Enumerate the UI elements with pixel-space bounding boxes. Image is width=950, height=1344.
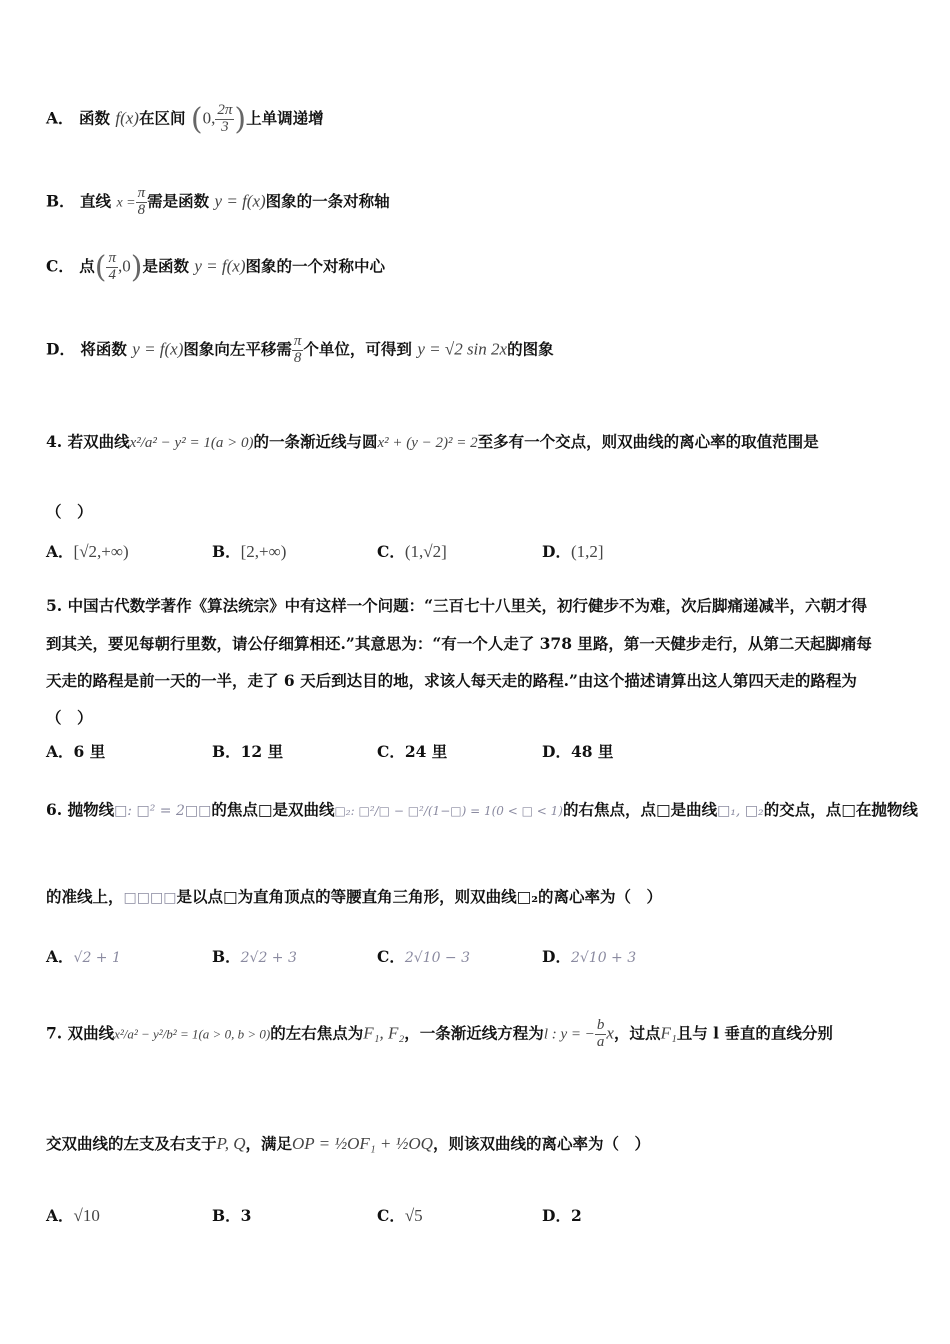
q3-option-a: A． 函数 f(x)在区间 (0, $\frac{2\pi}{3}$ )上单调递增 (46, 102, 324, 137)
q5-line-1: 5. 中国古代数学著作《算法统宗》中有这样一个问题：“三百七十八里关，初行健步不为难，次后脚痛递减半，六朝才得 (46, 596, 867, 615)
q7-option-a: A．√10 (46, 1206, 100, 1225)
math-fraction: $\frac{b}{a}$ (596, 1017, 605, 1050)
math-fraction: $\frac{2\pi}{3}$ (217, 102, 233, 135)
math-fx: f(x) (115, 108, 139, 128)
q6-option-b: B．2√2 + 3 (212, 947, 297, 966)
q7-line-1: 7. 双曲线x²/a² − y²/b² = 1(a > 0, b > 0)的左右焦点为F₁, F₂，一条渐近线方程为l : y = − $\frac{b}{a}$ x，过点F₁且与 l 垂直的直线分别 (46, 1017, 833, 1050)
q7-line-2: 交双曲线的左支及右支于P, Q，满足OP = ½OF₁ + ½OQ，则该双曲线的离心率为（ ） (46, 1134, 650, 1153)
q7-option-d: D．2 (542, 1206, 582, 1225)
math-hyperbola: x²/a² − y²/b² = 1(a > 0, b > 0) (114, 1026, 271, 1042)
math-fraction: $\frac{\pi}{8}$ (293, 333, 302, 366)
q5-line-2: 到其关，要见每朝行里数，请公仔细算相还.”其意思为：“有一个人走了 378 里路，第一天健步走行，从第二天起脚痛每 (46, 634, 872, 653)
q3-option-d: D． 将函数 y = f(x)图象向左平移需 $\frac{\pi}{8}$ 个单位，可得到 y = √2 sin 2x的图象 (46, 333, 554, 366)
q5-option-c: C．24 里 (377, 742, 448, 761)
q6-line-2: 的准线上，□□□□是以点□为直角顶点的等腰直角三角形，则双曲线□₂的离心率为（ ） (46, 887, 663, 906)
q4-paren: （ ） (46, 502, 93, 521)
q6-line-1: 6. 抛物线□: □² = 2□□的焦点□是双曲线□₂: □²/□ − □²/(1−□) = 1(0 < □ < 1)的右焦点，点□是曲线□₁, □₂的交点，点□在抛物线 (46, 800, 918, 819)
q7-option-b: B．3 (212, 1206, 252, 1225)
q6-option-d: D．2√10 + 3 (542, 947, 637, 966)
q3-option-c: C． 点( $\frac{\pi}{4}$ ,0)是函数 y = f(x)图象的一个对称中心 (46, 250, 386, 285)
math-fraction: $\frac{\pi}{4}$ (108, 250, 116, 283)
q4-stem: 4. 若双曲线x²/a² − y² = 1(a > 0)的一条渐近线与圆x² + (y − 2)² = 2至多有一个交点，则双曲线的离心率的取值范围是 (46, 432, 819, 451)
q5-option-d: D．48 里 (542, 742, 614, 761)
math-vector-equation: OP = ½OF₁ + ½OQ (292, 1134, 433, 1153)
q4-option-a: A．[√2,+∞) (46, 542, 129, 561)
math-hyperbola: □₂: □²/□ − □²/(1−□) = 1(0 < □ < 1) (334, 804, 563, 818)
q5-option-b: B．12 里 (212, 742, 284, 761)
q4-option-c: C．(1,√2] (377, 542, 447, 561)
math-circle: x² + (y − 2)² = 2 (377, 435, 478, 451)
q5-line-4: （ ） (46, 708, 93, 727)
q6-option-c: C．2√10 − 3 (377, 947, 471, 966)
math-hyperbola: x²/a² − y² = 1(a > 0) (129, 435, 254, 451)
math-parabola: □: □² = 2□□ (114, 803, 212, 819)
q5-line-3: 天走的路程是前一天的一半，走了 6 天后到达目的地，求该人每天走的路程.”由这个描述请算出这人第四天走的路程为 (46, 671, 857, 690)
q3-option-b: B． 直线 x = $\frac{\pi}{8}$ 需是函数 y = f(x)图象的一条对称轴 (46, 185, 390, 218)
q6-option-a: A．√2 + 1 (46, 947, 121, 966)
q4-option-b: B．[2,+∞) (212, 542, 287, 561)
math-fraction: $\frac{\pi}{8}$ (137, 185, 146, 218)
q4-option-d: D．(1,2] (542, 542, 604, 561)
q5-option-a: A．6 里 (46, 742, 106, 761)
q7-option-c: C．√5 (377, 1206, 423, 1225)
